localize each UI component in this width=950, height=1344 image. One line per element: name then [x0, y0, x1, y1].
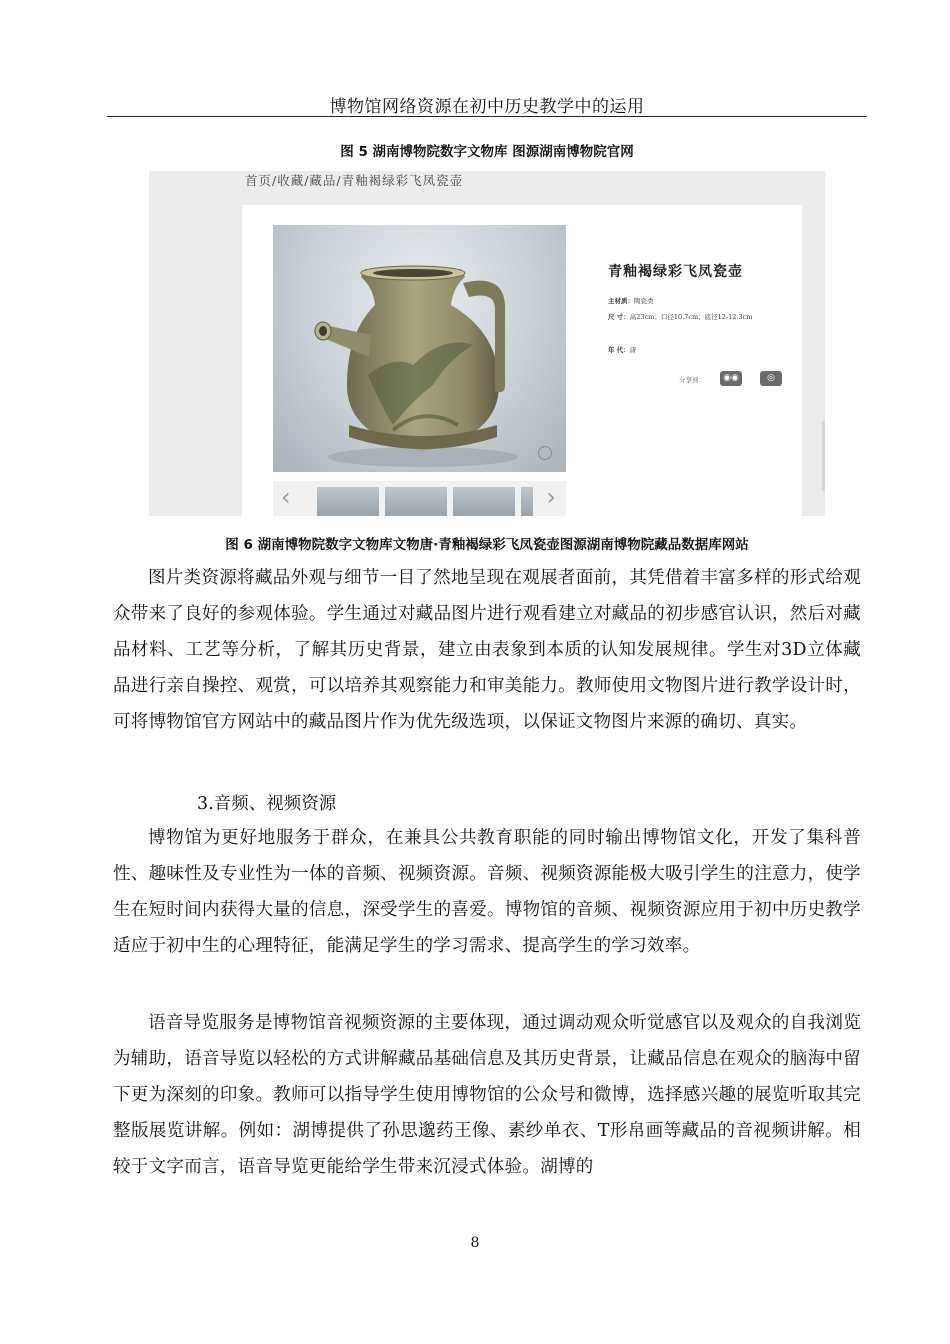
artifact-detail-panel [242, 205, 802, 516]
scrollbar[interactable] [822, 421, 825, 491]
header-rule [107, 116, 867, 117]
figure-5-caption: 图 5 湖南博物院数字文物库 图源湖南博物院官网 [340, 144, 634, 160]
material-value: 陶瓷类 [634, 297, 654, 305]
share-label: 分享到： [679, 376, 705, 384]
wechat-icon[interactable]: ◉◉ [720, 371, 742, 386]
era-label: 年 代： [608, 346, 630, 354]
weibo-icon[interactable]: ◎ [760, 371, 782, 386]
thumbnail[interactable] [453, 487, 515, 516]
material-label: 主材质： [608, 297, 634, 305]
size-value: 高23cm；口径10.7cm；底径12-12.3cm [629, 313, 753, 321]
body-paragraph-1: 图片类资源将藏品外观与细节一目了然地呈现在观展者面前，其凭借着丰富多样的形式给观众带来了良好的参观体验。学生通过对藏品图片进行观看建立对藏品的初步感官认识，然后对藏品材料、工艺等分析，了解其历史背景，建立由表象到本质的认知发展规律。学生对3D立体藏品进行亲自操控、观赏，可以培养其观察能力和审美能力。教师使用文物图片进行教学设计时，可将博物馆官方网站中的藏品图片作为优先级选项，以保证文物图片来源的确切、真实。 [113, 568, 861, 732]
figure-6-screenshot [149, 171, 825, 516]
artifact-photo[interactable] [273, 225, 566, 472]
body-paragraph-3: 语音导览服务是博物馆音视频资源的主要体现，通过调动观众听觉感官以及观众的自我浏览为辅助，语音导览以轻松的方式讲解藏品基础信息及其历史背景，让藏品信息在观众的脑海中留下更为深刻的印象。教师可以指导学生使用博物馆的公众号和微博，选择感兴趣的展览听取其完整版展览讲解。例如：湖博提供了孙思邈药王像、素纱单衣、T形帛画等藏品的音视频讲解。相较于文字而言，语音导览更能给学生带来沉浸式体验。湖博的 [113, 1013, 861, 1177]
size-row [608, 313, 798, 322]
era-row [608, 346, 798, 355]
artifact-title: 青釉褐绿彩飞凤瓷壶 [608, 264, 743, 280]
thumbnail-strip [273, 481, 566, 516]
material-row [608, 297, 798, 306]
era-value: 唐 [629, 346, 637, 354]
thumbnail[interactable] [521, 487, 533, 516]
chevron-left-icon[interactable]: ‹ [281, 483, 291, 511]
breadcrumb[interactable]: 首页/收藏/藏品/青釉褐绿彩飞凤瓷壶 [245, 173, 464, 188]
thumbnail[interactable] [385, 487, 447, 516]
running-header-title: 博物馆网络资源在初中历史教学中的运用 [329, 97, 645, 117]
size-label: 尺 寸： [608, 313, 630, 321]
page-number: 8 [470, 1235, 480, 1251]
chevron-right-icon[interactable]: › [546, 483, 556, 511]
thumbnail[interactable] [317, 487, 379, 516]
zoom-icon[interactable] [538, 446, 552, 460]
porcelain-ewer-image [273, 225, 566, 472]
section-heading-3: 3.音频、视频资源 [197, 794, 337, 814]
figure-6-caption: 图 6 湖南博物院数字文物库文物唐·青釉褐绿彩飞凤瓷壶图源湖南博物院藏品数据库网站 [225, 537, 749, 553]
body-paragraph-2: 博物馆为更好地服务于群众，在兼具公共教育职能的同时输出博物馆文化，开发了集科普性、趣味性及专业性为一体的音频、视频资源。音频、视频资源能极大吸引学生的注意力，使学生在短时间内获得大量的信息，深受学生的喜爱。博物馆的音频、视频资源应用于初中历史教学适应于初中生的心理特征，能满足学生的学习需求、提高学生的学习效率。 [113, 828, 861, 956]
